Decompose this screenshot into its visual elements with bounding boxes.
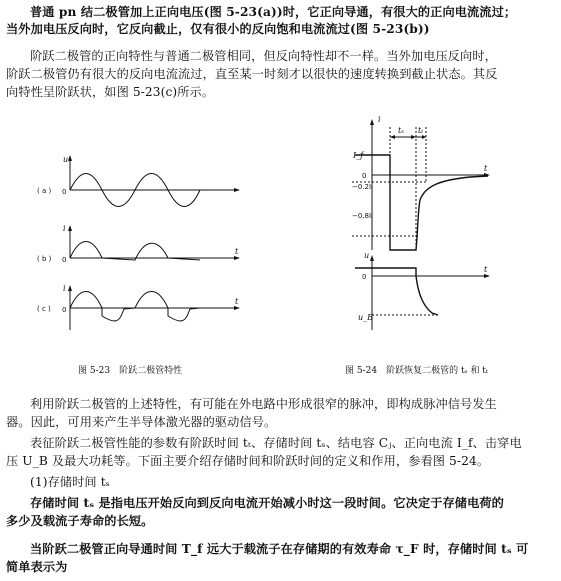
fig524-u-label: u [364,251,370,260]
fig524-tt-label: tₜ [418,126,424,135]
para2-line2: 阶跃二极管仍有很大的反向电流流过，直至某一时刻才以很快的速度转换到截止状态。其反 [6,67,498,81]
para2-line3: 向特性呈阶跃状，如图 5-23(c)所示。 [6,85,215,99]
fig523-c-i-label: i [63,284,66,293]
fig523-b-panel-label: ( b ) [37,255,52,263]
fig524-origin-bottom: 0 [362,273,367,281]
fig524-i-label: i [378,115,381,124]
fig524-level-02-label: −0.2Iᵣ [352,183,373,191]
fig523-a-u-label: u [63,155,69,164]
fig524-voltage-wave [355,268,438,315]
para5-heading: (1)存储时间 tₛ [30,475,110,489]
fig524-t-label-top: t [484,164,488,173]
fig523-b-t-label: t [235,247,239,256]
para7-line1: 当阶跃二极管正向导通时间 T_f 远大于载流子在存储期的有效寿命 τ_F 时，存储时间 tₛ 可 [30,542,529,556]
para4-line1: 表征阶跃二极管性能的参数有阶跃时间 tₜ、存储时间 tₛ、结电容 Cⱼ、正向电流 I_f、击穿电 [30,436,522,450]
fig524-voltage [355,255,490,330]
fig523-panel-c [68,285,240,330]
fig524-ts-label: tₛ [398,126,404,135]
fig523-panel-b [68,225,240,260]
fig524-level-08-label: −0.8Iᵣ [352,212,373,220]
fig523-b-i-label: i [63,224,66,233]
fig523-caption: 图 5-23 阶跃二极管特性 [78,366,183,376]
para1-line2: 当外加电压反向时，它反向截止，仅有很小的反向饱和电流流过(图 5-23(b)) [6,22,430,36]
fig524-ub-label: u_B [358,313,374,322]
fig523-c-t-label: t [235,297,239,306]
para3-line1: 利用阶跃二极管的上述特性，有可能在外电路中形成很窄的脉冲，即构成脉冲信号发生 [30,397,497,411]
fig523-panel-a [68,155,240,207]
fig523-c-origin: 0 [62,306,67,314]
para6-line2: 多少及载流子寿命的长短。 [6,514,154,528]
fig524-current-wave [355,155,488,250]
fig523-c-panel-label: ( c ) [37,305,51,313]
fig523-a-panel-label: ( a ) [37,187,52,195]
fig524-origin-top: 0 [362,172,367,180]
fig523-c-step-response [70,292,200,322]
para4-line2: 压 U_B 及最大功耗等。下面主要介绍存储时间和阶跃时间的定义和作用，参看图 5-24。 [6,454,490,468]
para7-line2: 简单表示为 [6,560,68,574]
fig523-b-origin: 0 [62,256,67,264]
para1-line1: 普通 pn 结二极管加上正向电压(图 5-23(a))时，它正向导通，有很大的正向电流流过； [30,5,517,19]
para2-line1: 阶跃二极管的正向特性与普通二极管相同，但反向特性却不一样。当外加电压反向时， [30,49,497,63]
fig524-caption: 图 5-24 阶跃恢复二极管的 tₛ 和 tₜ [345,366,489,376]
fig523-a-origin: 0 [62,188,67,196]
para6-line1: 存储时间 tₛ 是指电压开始反向到反向电流开始减小时这一段时间。它决定于存储电荷的 [30,496,504,510]
fig524-t-label-bottom: t [484,265,488,274]
para3-line2: 器。因此，可用来产生半导体激光器的驱动信号。 [6,415,277,429]
fig524-if-label: I_f [353,151,364,160]
fig523-b-rectified [70,242,200,261]
